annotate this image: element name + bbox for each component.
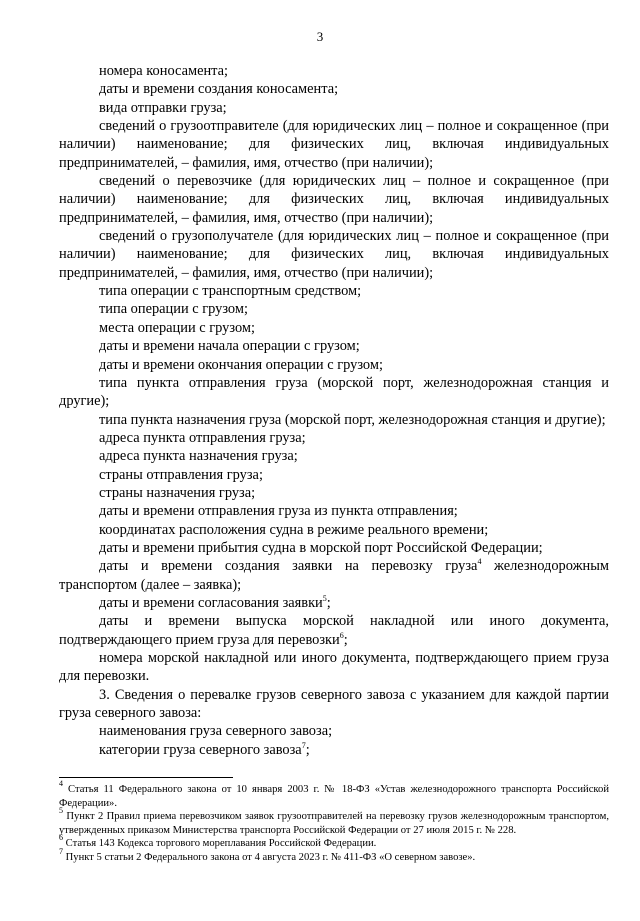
list-item-text: ; [343,631,348,648]
footnote-text: Пункт 2 Правил приема перевозчиком заявок грузоотправителей на перевозку грузов железнодорожным транспортом, утвержденных приказом Министерства транспорта Российской Федерации от 27 июля 2015 г. № 228. [59,811,609,836]
list-item-text: железнодорожным транспортом (далее – заявка); [59,558,609,593]
list-item: адреса пункта назначения груза; [99,448,298,465]
footnote [59,779,609,810]
list-item: даты и времени окончания операции с грузом; [99,356,383,373]
list-item-text: ; [326,594,331,611]
footnote [59,833,609,851]
list-item-text: даты и времени согласования заявки [99,594,323,611]
list-item: типа пункта отправления груза (морской порт, железнодорожная станция и другие); [59,374,609,410]
footnote [59,806,609,837]
footnote-mark: 7 [59,846,63,856]
footnote-ref: 4 [477,557,482,567]
document-body [59,62,609,759]
list-item: даты и времени прибытия судна в морской порт Российской Федерации; [99,539,543,556]
footnote-ref: 5 [322,593,327,603]
list-item: наименования груза северного завоза; [99,723,333,740]
list-item: типа операции с транспортным средством; [99,283,362,300]
footnote-ref: 7 [301,740,306,750]
footnote-text: Статья 143 Кодекса торгового мореплавания Российской Федерации. [63,838,377,849]
list-item: даты и времени отправления груза из пункта отправления; [99,503,458,520]
footnote-ref: 6 [339,630,344,640]
footnote-text: Статья 11 Федерального закона от 10 января 2003 г. № 18-ФЗ «Устав железнодорожного транспорта Российской Федерации». [59,784,609,809]
page-number: 3 [316,29,324,44]
list-item: даты и времени создания коносамента; [99,81,339,98]
list-item: сведений о перевозчике (для юридических лиц – полное и сокращенное (при наличии) наименование; для физических лиц, включая индивидуальных предпринимателей, – фамилия, имя, отчество (при наличии); [59,173,609,226]
list-item: страны отправления груза; [99,466,263,483]
footnote-mark: 6 [59,833,63,842]
list-item-text: даты и времени выпуска морской накладной или иного документа, подтверждающего прием груза для перевозки [59,613,609,648]
list-item-soglasovanie [59,594,609,612]
footnote-mark: 4 [59,779,63,788]
list-item: страны назначения груза; [99,484,256,501]
list-item: координатах расположения судна в режиме реального времени; [99,521,489,538]
list-item: номера морской накладной или иного документа, подтверждающего прием груза для перевозки. [59,650,609,685]
list-item-text: категории груза северного завоза [99,741,302,758]
list-item: номера коносамента; [99,63,229,79]
list-item-text: ; [305,741,310,758]
list-item: типа операции с грузом; [99,301,248,318]
list-item: даты и времени начала операции с грузом; [99,338,360,355]
list-item: вида отправки груза; [99,99,227,116]
list-item-kategoriya [59,741,609,759]
section-3-heading: 3. Сведения о перевалке грузов северного завоза с указанием для каждой партии груза северного завоза: [59,686,609,722]
footnote-divider [59,777,233,778]
list-item-nakladnaya [59,612,609,649]
footnotes [59,779,609,864]
list-item: сведений о грузоотправителе (для юридических лиц – полное и сокращенное (при наличии) наименование; для физических лиц, включая индивидуальных предпринимателей, – фамилия, имя, отчество (при наличии); [59,118,609,171]
list-item: сведений о грузополучателе (для юридических лиц – полное и сокращенное (при наличии) наименование; для физических лиц, включая индивидуальных предпринимателей, – фамилия, имя, отчество (при наличии); [59,228,609,281]
list-item: места операции с грузом; [99,319,255,336]
footnote-text: Пункт 5 статьи 2 Федерального закона от 4 августа 2023 г. № 411-ФЗ «О северном завозе». [63,851,476,863]
footnote [59,846,609,865]
list-item-zayavka [59,557,609,594]
footnote-mark: 5 [59,806,63,815]
list-item: адреса пункта отправления груза; [99,429,306,446]
list-item-text: даты и времени создания заявки на перевозку груза [99,558,478,575]
list-item: типа пункта назначения груза (морской порт, железнодорожная станция и другие); [99,411,606,428]
